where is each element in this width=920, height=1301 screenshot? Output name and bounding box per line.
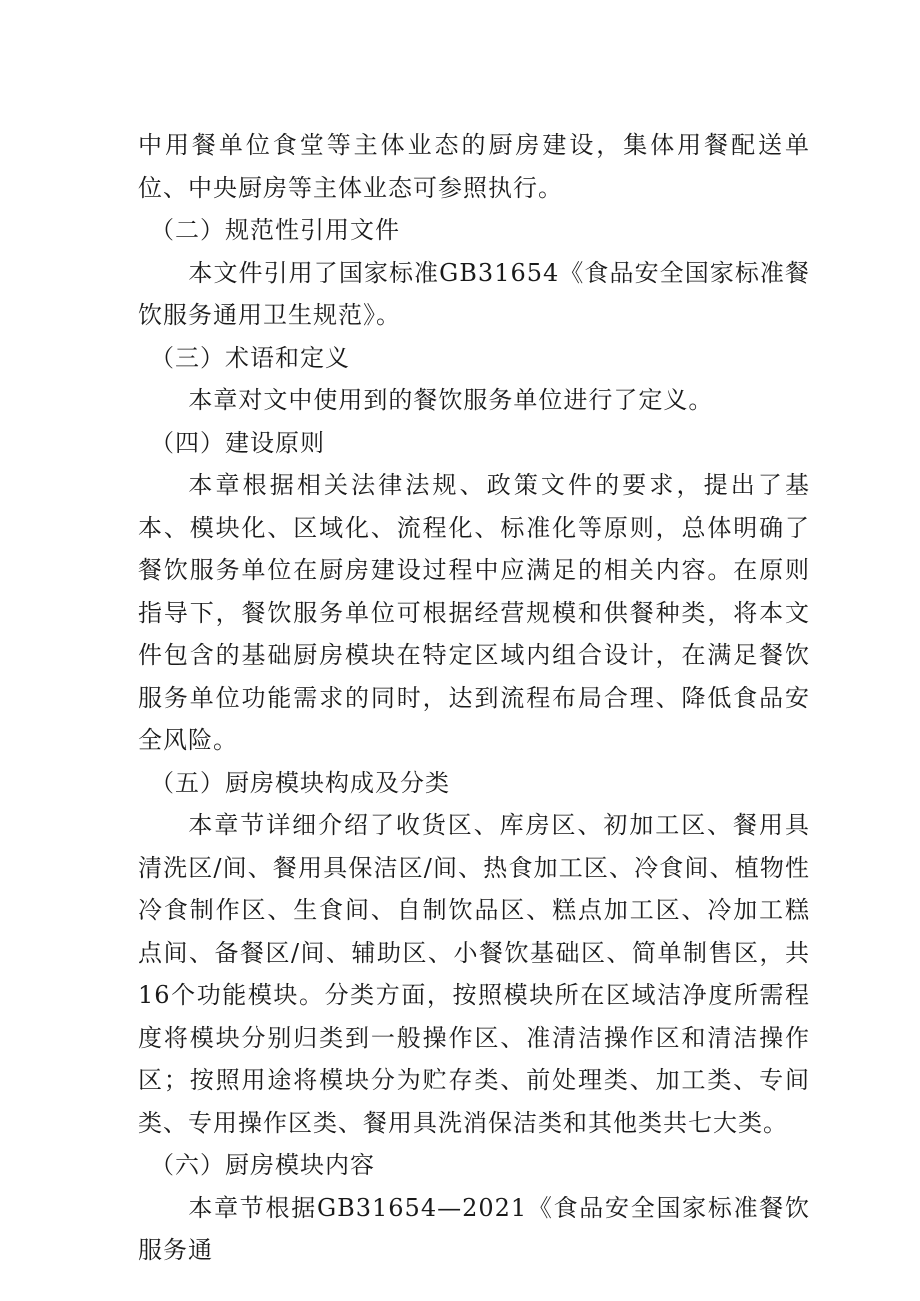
paragraph-continued: 中用餐单位食堂等主体业态的厨房建设，集体用餐配送单位、中央厨房等主体业态可参照执行。: [138, 131, 810, 202]
section-heading-6: （六）厨房模块内容: [150, 1151, 375, 1179]
paragraph-module-content: 本章节根据GB31654—2021《食品安全国家标准餐饮服务通: [138, 1193, 810, 1264]
section-heading-2: （二）规范性引用文件: [150, 216, 400, 244]
paragraph-terms-definitions: 本章对文中使用到的餐饮服务单位进行了定义。: [188, 386, 714, 414]
section-heading-5: （五）厨房模块构成及分类: [150, 768, 450, 797]
paragraph-module-classification: 本章节详细介绍了收货区、库房区、初加工区、餐用具清洗区/间、餐用具保洁区/间、热食加工区、冷食间、植物性冷食制作区、生食间、自制饮品区、糕点加工区、冷加工糕点间、备餐区/间、辅助区、小餐饮基础区、简单制售区，共16个功能模块。分类方面，按照模块所在区域洁净度所需程度将模块分别归类到一般操作区、准清洁操作区和清洁操作区；按照用途将模块分为贮存类、前处理类、加工类、专间类、专用操作区类、餐用具洗消保洁类和其他类共七大类。: [138, 811, 810, 1137]
section-heading-4: （四）建设原则: [150, 428, 325, 457]
paragraph-normative-references: 本文件引用了国家标准GB31654《食品安全国家标准餐饮服务通用卫生规范》。: [138, 258, 810, 329]
section-heading-3: （三）术语和定义: [150, 343, 350, 372]
paragraph-construction-principles: 本章根据相关法律法规、政策文件的要求，提出了基本、模块化、区域化、流程化、标准化等原则，总体明确了餐饮服务单位在厨房建设过程中应满足的相关内容。在原则指导下，餐饮服务单位可根据经营规模和供餐种类，将本文件包含的基础厨房模块在特定区域内组合设计，在满足餐饮服务单位功能需求的同时，达到流程布局合理、降低食品安全风险。: [138, 471, 810, 754]
